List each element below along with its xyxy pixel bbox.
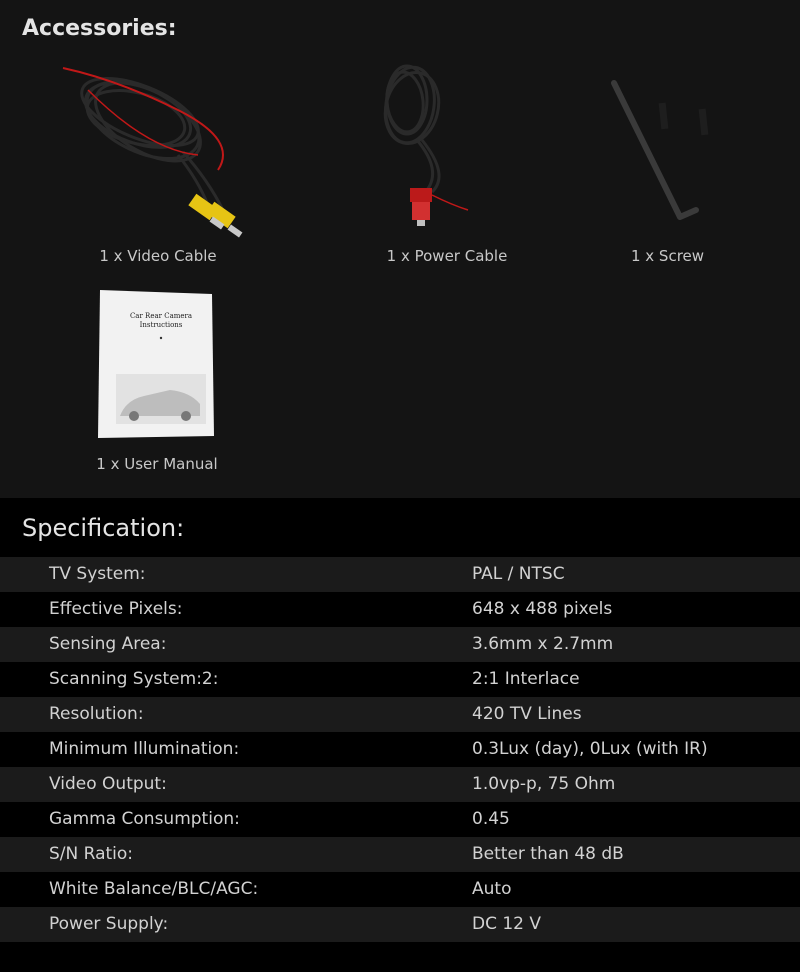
spec-value: 648 x 488 pixels: [472, 599, 613, 619]
manual-cover-line2: Instructions: [139, 321, 183, 329]
spec-table: [0, 557, 800, 942]
spec-key: White Balance/BLC/AGC:: [49, 879, 259, 899]
spec-key: S/N Ratio:: [49, 844, 134, 864]
spec-value: 3.6mm x 2.7mm: [472, 634, 614, 654]
spec-row: [0, 592, 800, 627]
spec-value: Auto: [472, 879, 512, 899]
accessory-screw: [600, 75, 735, 270]
spec-key: Video Output:: [49, 774, 167, 794]
accessory-label: 1 x Screw: [630, 247, 705, 265]
accessory-video-cable: [58, 60, 258, 270]
accessories-title: Accessories:: [22, 16, 177, 41]
accessory-label: 1 x Video Cable: [99, 247, 217, 265]
spec-key: TV System:: [49, 564, 146, 584]
spec-row: [0, 767, 800, 802]
spec-row: [0, 557, 800, 592]
spec-value: 2:1 Interlace: [472, 669, 580, 689]
specification-section: [0, 498, 800, 972]
spec-key: Gamma Consumption:: [49, 809, 240, 829]
manual-cover-line1: Car Rear Camera: [129, 312, 193, 320]
spec-key: Effective Pixels:: [49, 599, 183, 619]
specification-title: Specification:: [22, 514, 185, 542]
spec-value: 0.45: [472, 809, 510, 829]
spec-row: [0, 802, 800, 837]
accessory-user-manual: [82, 288, 232, 488]
accessory-label: 1 x User Manual: [96, 455, 218, 473]
spec-key: Sensing Area:: [49, 634, 167, 654]
spec-value: DC 12 V: [472, 914, 542, 934]
spec-row: [0, 627, 800, 662]
spec-key: Resolution:: [49, 704, 144, 724]
spec-value: 1.0vp-p, 75 Ohm: [472, 774, 616, 794]
power-cable-icon: [372, 60, 522, 240]
spec-row: [0, 907, 800, 942]
spec-key: Scanning System:2:: [49, 669, 219, 689]
spec-value: PAL / NTSC: [472, 564, 565, 584]
spec-key: Minimum Illumination:: [49, 739, 240, 759]
spec-key: Power Supply:: [49, 914, 169, 934]
spec-row: [0, 662, 800, 697]
accessory-label: 1 x Power Cable: [386, 247, 508, 265]
video-cable-icon: [58, 60, 258, 240]
spec-value: 420 TV Lines: [472, 704, 582, 724]
accessory-power-cable: [372, 60, 522, 270]
hex-key-icon: [600, 75, 735, 235]
spec-row: [0, 732, 800, 767]
spec-row: [0, 837, 800, 872]
spec-row: [0, 697, 800, 732]
user-manual-icon: [82, 288, 232, 448]
spec-value: 0.3Lux (day), 0Lux (with IR): [472, 739, 708, 759]
spec-value: Better than 48 dB: [472, 844, 624, 864]
spec-row: [0, 872, 800, 907]
